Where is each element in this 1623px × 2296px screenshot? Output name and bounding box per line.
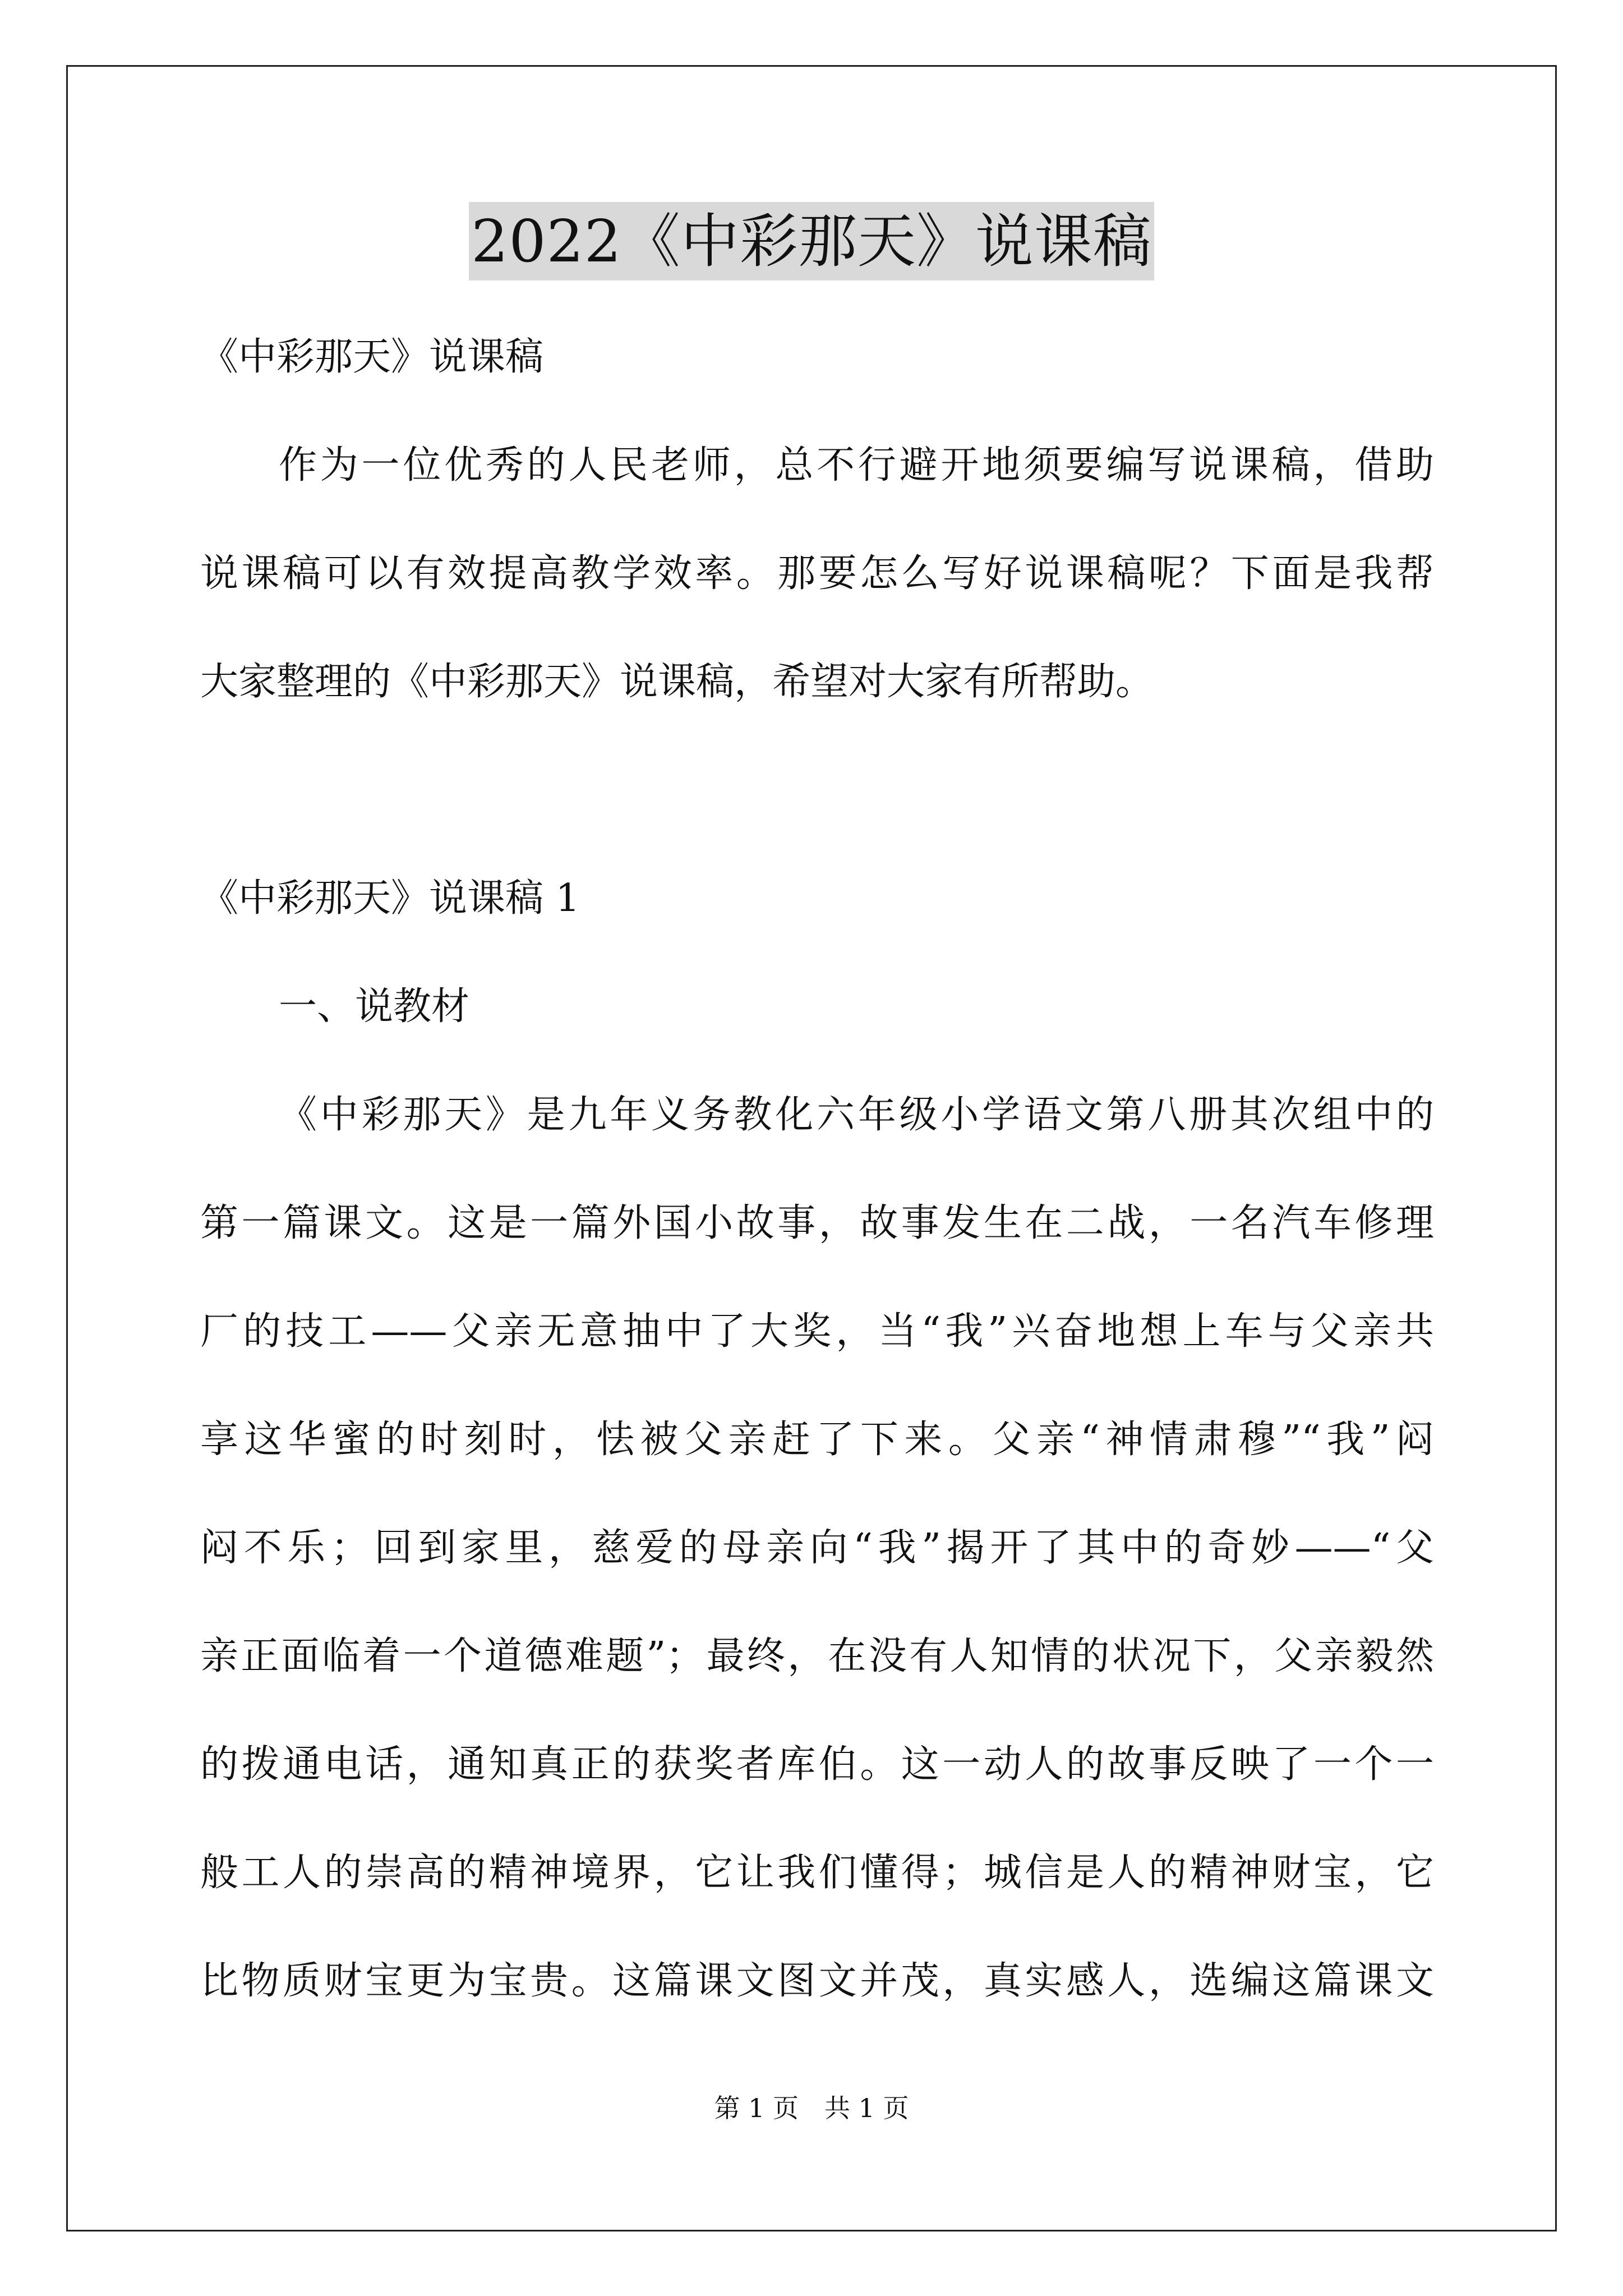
body-line: 享这华蜜的时刻时，怯被父亲赶了下来。父亲“神情肃穆”“我”闷 [200,1418,1434,1462]
title-block [0,202,1623,280]
paragraph-gap [200,736,1434,844]
intro-line: 作为一位优秀的人民老师，总不行避开地须要编写说课稿，借助 [279,443,1434,487]
section-title: 《中彩那天》说课稿 1 [200,876,580,921]
document-body [200,303,1434,2035]
body-line: 比物质财宝更为宝贵。这篇课文图文并茂，真实感人，选编这篇课文 [200,1959,1434,2003]
body-line: 《中彩那天》是九年义务教化六年级小学语文第八册其次组中的 [279,1093,1434,1137]
document-subtitle: 《中彩那天》说课稿 [200,335,544,379]
body-line: 厂的技工——父亲无意抽中了大奖，当“我”兴奋地想上车与父亲共 [200,1309,1434,1354]
body-line: 亲正面临着一个道德难题”；最终，在没有人知情的状况下，父亲毅然 [200,1634,1434,1678]
document-title: 2022《中彩那天》说课稿 [469,202,1154,280]
body-line: 的拨通电话，通知真正的获奖者库伯。这一动人的故事反映了一个一 [200,1742,1434,1787]
body-line: 第一篇课文。这是一篇外国小故事，故事发生在二战，一名汽车修理 [200,1201,1434,1245]
intro-line: 大家整理的《中彩那天》说课稿，希望对大家有所帮助。 [200,660,1154,704]
intro-line: 说课稿可以有效提高教学效率。那要怎么写好说课稿呢？下面是我帮 [200,551,1434,596]
body-line: 闷不乐；回到家里，慈爱的母亲向“我”揭开了其中的奇妙——“父 [200,1526,1434,1570]
section-heading: 一、说教材 [279,984,470,1029]
page-footer: 第 1 页 共 1 页 [714,2093,909,2123]
body-line: 般工人的崇高的精神境界，它让我们懂得；城信是人的精神财宝，它 [200,1851,1434,1895]
